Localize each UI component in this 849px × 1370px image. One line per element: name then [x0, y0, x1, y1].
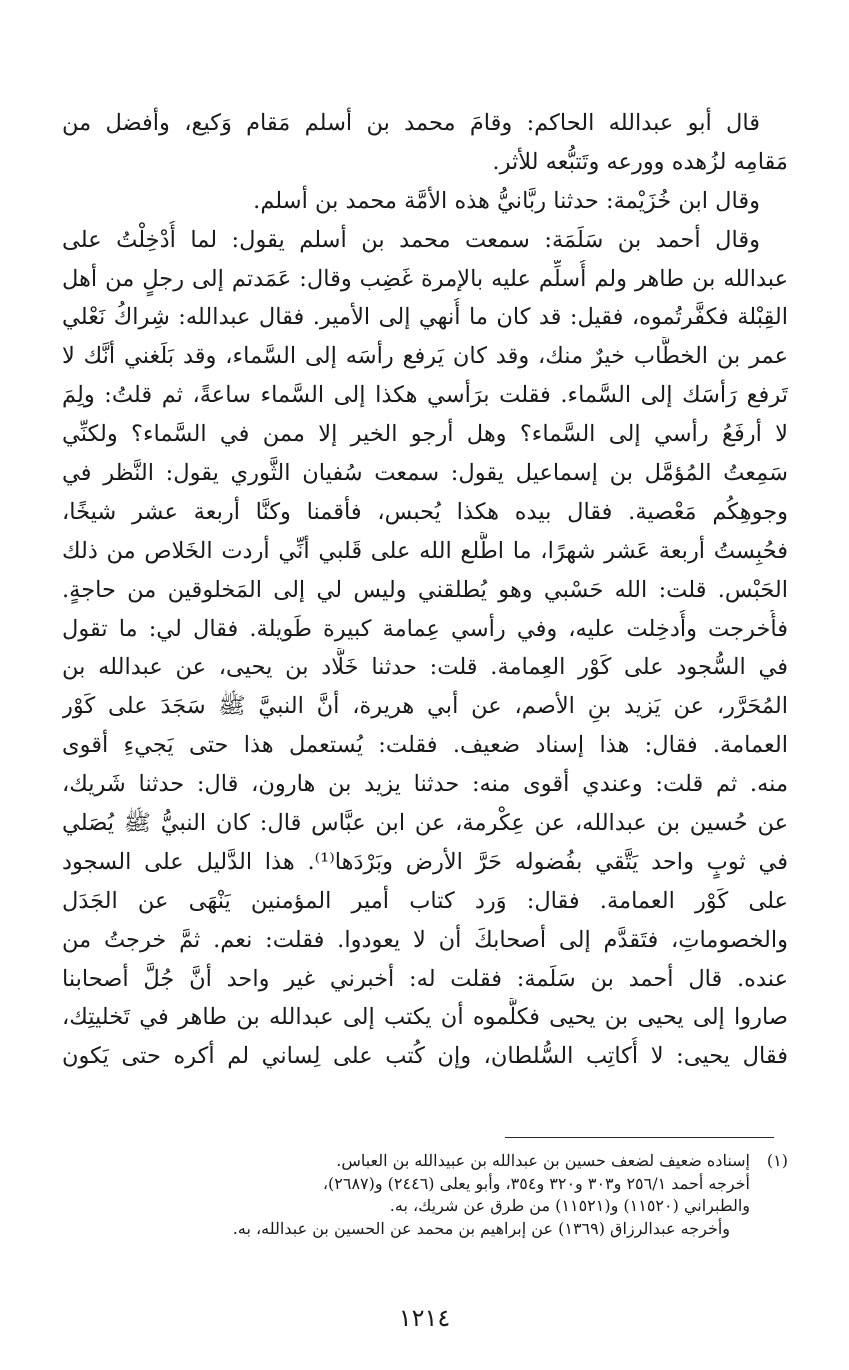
text-line: صاروا إلى يحيى بن يحيى فكلَّموه أن يكتب إلى عبدالله بن طاهر في تَخليتِك، [62, 1004, 788, 1031]
text-line: سَمِعتُ المُؤمَّل بن إسماعيل يقول: سمعت سُفيان الثَّوري يقول: النَّظر في [62, 460, 788, 487]
text-line: والخصوماتِ، فتَقدَّم إلى أصحابكَ أن لا يعودوا. فقلت: نعم. ثمَّ خرجتُ من [62, 926, 788, 953]
footnote-line [62, 1173, 788, 1196]
text-line: فحُبِستُ أربعة عَشر شهرًا، ما اطَّلع الله على قَلبي أنِّي أردت الخَلاص من ذلك [62, 537, 788, 564]
text-line: وقال أحمد بن سَلَمَة: سمعت محمد بن أسلم يقول: لما أُدْخِلْتُ على [62, 226, 760, 253]
text-line: مَقامِه لزُهده وورعه وتَتبُّعه للأثر. [492, 148, 788, 175]
footnote-marker: (١) [766, 1151, 788, 1170]
text-line: العمامة. فقال: هذا إسناد ضعيف. فقلت: يُستعمل هذا حتى يَجيءِ أقوى [62, 732, 788, 759]
text-line: وقال ابن خُزَيْمة: حدثنا ربَّانيُّ هذه الأمَّة محمد بن أسلم. [253, 187, 760, 214]
text-line: عن حُسين بن عبدالله، عن عِكْرمة، عن ابن عبَّاس قال: كان النبيُّ ﷺ يُصَلي [62, 810, 788, 837]
footnote-text: إسناده ضعيف لضعف حسين بن عبدالله بن عبيدالله بن العباس. [336, 1151, 750, 1170]
text-line: تَرفع رَأسَك إلى السَّماء. فقلت برَأسي هكذا إلى السَّماء ساعةً، ثم قلتُ: ولِمَ [62, 382, 788, 409]
text-line: فقال يحيى: لا أُكاتِب السُّلطان، وإن كُتب على لِساني لم أكره حتى يَكون [62, 1043, 788, 1070]
text-line: في ثوبٍ واحد يَتَّقي بفُضوله حَرَّ الأرض وبَرْدَها⁽¹⁾. هذا الدَّليل على السجود [62, 848, 788, 875]
footnote-text: وأخرجه عبدالرزاق (١٣٦٩) عن إبراهيم بن محمد عن الحسين بن عبدالله، به. [232, 1218, 730, 1238]
text-line: على كَوْر العمامة. فقال: وَرد كتاب أمير المؤمنين يَنْهَى عن الجَدَل [62, 887, 788, 914]
footnote-line [62, 1195, 788, 1218]
footnote-text: أخرجه أحمد ٢٥٦/١ و٣٠٣ و٣٢٠ و٣٥٤، وأبو يعلى (٢٤٤٦) و(٢٦٨٧)، [322, 1173, 750, 1193]
footnote-separator [505, 1137, 774, 1138]
main-text-block [62, 104, 788, 1076]
text-line: عبدالله بن طاهر ولم أُسلِّم عليه بالإمرة غَضِب وقال: عَمَدتم إلى رجلٍ من أهل [62, 265, 788, 292]
text-line: منه. ثم قلت: وعندي أقوى منه: حدثنا يزيد بن هارون، قال: حدثنا شَريك، [62, 771, 788, 798]
text-line: الحَبْس. قلت: الله حَسْبي وهو يُطلقني وليس لي إلى المَخلوقين من حاجةٍ. [62, 576, 788, 603]
text-line: لا أرفَعُ رأسي إلى السَّماء؟ وهل أرجو الخير إلا ممن في السَّماء؟ ولكنِّي [62, 421, 788, 448]
text-line: في السُّجود على كَوْر العِمامة. قلت: حدثنا خَلَّاد بن يحيى، عن عبدالله بن [62, 654, 788, 681]
footnote-line [62, 1218, 788, 1241]
text-line: عنده. قال أحمد بن سَلَمة: فقلت له: أخبرني غير واحد أنَّ جُلَّ أصحابنا [62, 965, 788, 992]
text-line: المُحَرَّر، عن يَزيد بنِ الأصم، عن أبي هريرة، أنَّ النبيَّ ﷺ سَجَدَ على كَوْر [62, 693, 788, 720]
page-number: ١٢١٤ [398, 1304, 451, 1332]
text-line: فأُخرجت وأُدخِلت عليه، وفي رأسي عِمامة كبيرة طَويلة. فقال لي: ما تقول [62, 615, 788, 642]
text-line: القِبْلة فكفَّرتُموه، فقيل: قد كان ما أُنهي إلى الأمير. فقال عبدالله: شِراكُ نَعْلي [62, 304, 788, 331]
text-line: وجوهِكُم مَعْصية. فقال بيده هكذا يُحبس، فأقمنا وكنَّا أربعة عشر شيخًا، [62, 498, 788, 525]
footnote-line [62, 1150, 788, 1173]
footnote-text: والطبراني (١١٥٢٠) و(١١٥٢١) من طرق عن شريك، به. [389, 1196, 750, 1215]
text-line: قال أبو عبدالله الحاكم: وقامَ محمد بن أسلم مَقام وَكيع، وأفضل من [62, 110, 760, 136]
text-line: عمر بن الخطَّاب خيرٌ منك، وقد كان يَرفع رأسَه إلى السَّماء، وقد بَلَغني أنَّك لا [62, 343, 788, 370]
footnotes-block [62, 1150, 788, 1240]
